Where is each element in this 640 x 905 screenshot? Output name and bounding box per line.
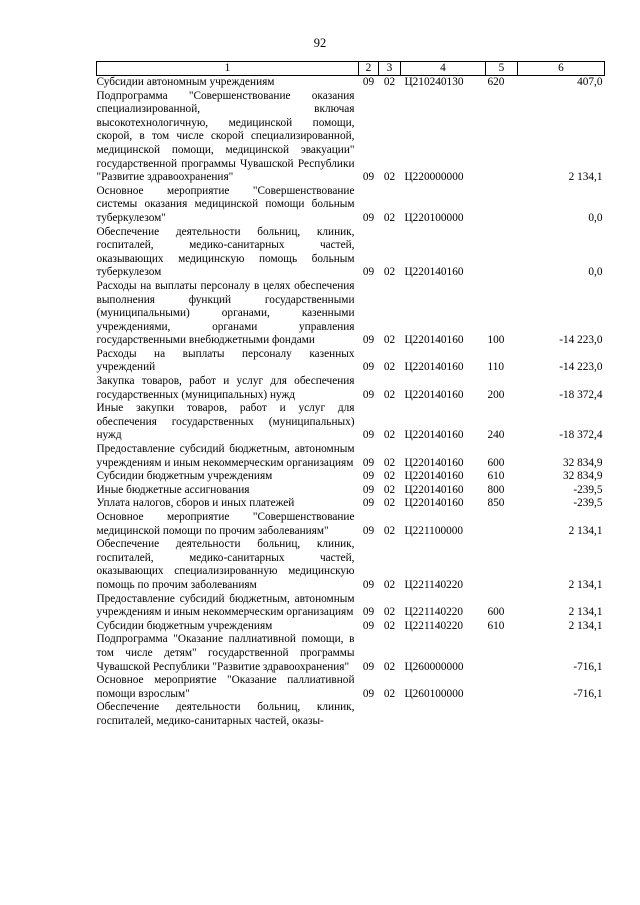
row-vr: 110 [487, 361, 505, 374]
table-row [97, 701, 605, 728]
header-col-1: 1 [97, 62, 359, 76]
row-vr [486, 701, 518, 728]
row-vr: 620 [487, 76, 505, 88]
row-csr: Ц260100000 [404, 687, 464, 700]
row-subsection: 02 [383, 266, 396, 279]
row-name: Предоставление субсидий бюджетным, автономным учреждениям и иным некоммерческим организациям [96, 592, 355, 619]
row-section: 09 [362, 266, 375, 279]
row-subsection: 02 [383, 606, 396, 619]
header-col-5: 5 [486, 62, 518, 76]
row-name: Субсидии бюджетным учреждениям [96, 619, 273, 632]
row-subsection: 02 [383, 687, 396, 700]
row-section: 09 [362, 76, 375, 88]
row-subsection: 02 [383, 211, 396, 224]
row-section: 09 [362, 429, 375, 442]
row-section: 09 [362, 388, 375, 401]
row-csr: Ц220000000 [404, 171, 464, 184]
row-vr [486, 185, 518, 226]
table-row [97, 674, 605, 701]
table-row [97, 497, 605, 511]
row-subsection: 02 [383, 171, 396, 184]
row-amount [518, 701, 605, 728]
row-amount: -18 372,4 [559, 429, 603, 442]
table-row [97, 620, 605, 634]
row-amount: 2 134,1 [568, 171, 603, 184]
row-subsection: 02 [383, 456, 396, 469]
row-subsection: 02 [383, 429, 396, 442]
row-csr [401, 701, 486, 728]
row-name: Расходы на выплаты персоналу казенных учреждений [96, 347, 355, 374]
row-vr: 800 [487, 483, 505, 496]
row-section: 09 [362, 456, 375, 469]
row-csr: Ц220140160 [404, 388, 464, 401]
row-amount: 32 834,9 [562, 470, 603, 483]
row-vr [486, 538, 518, 592]
row-vr: 850 [487, 497, 505, 510]
row-section: 09 [362, 660, 375, 673]
table-row [97, 76, 605, 90]
row-vr [486, 511, 518, 538]
table-body [97, 76, 605, 729]
row-name: Основное мероприятие "Совершенствование медицинской помощи по прочим заболеваниям" [96, 511, 355, 537]
row-vr [486, 226, 518, 280]
table-row [97, 375, 605, 402]
table-row [97, 348, 605, 375]
row-section: 09 [362, 211, 375, 224]
row-name: Иные закупки товаров, работ и услуг для обеспечения государственных (муниципальных) нужд [96, 402, 355, 442]
row-amount: 2 134,1 [568, 578, 603, 591]
table-row [97, 402, 605, 443]
row-name: Предоставление субсидий бюджетным, автономным учреждениям и иным некоммерческим организациям [96, 443, 355, 469]
row-csr: Ц220140160 [404, 361, 464, 374]
row-vr: 100 [487, 334, 505, 347]
row-subsection: 02 [383, 334, 396, 347]
row-name: Подпрограмма "Совершенствование оказания специализированной, включая высокотехнологичную, медицинской помощи, скорой, в том числе скорой специализированной, медицинской помощи, медицинской эвакуации" государственной программы Чувашской Республики "Развитие здравоохранения" [96, 89, 355, 184]
row-subsection: 02 [383, 619, 396, 632]
row-amount: 407,0 [577, 76, 603, 88]
row-name: Закупка товаров, работ и услуг для обеспечения государственных (муниципальных) нужд [96, 375, 355, 401]
row-section: 09 [362, 524, 375, 537]
row-amount: 32 834,9 [562, 456, 603, 469]
table-row [97, 470, 605, 484]
row-amount: 2 134,1 [568, 606, 603, 619]
row-csr: Ц221140220 [404, 619, 464, 632]
row-csr: Ц220140160 [404, 497, 464, 510]
row-amount: 2 134,1 [568, 619, 603, 632]
table-row [97, 443, 605, 470]
row-csr: Ц221100000 [404, 524, 464, 537]
table-row [97, 538, 605, 592]
row-name: Иные бюджетные ассигнования [96, 483, 250, 496]
row-csr: Ц221140220 [404, 578, 464, 591]
row-csr: Ц220140160 [404, 456, 464, 469]
header-col-4: 4 [401, 62, 486, 76]
table-row [97, 511, 605, 538]
row-vr: 600 [487, 456, 505, 469]
table-row [97, 90, 605, 185]
row-subsection: 02 [383, 578, 396, 591]
row-name: Обеспечение деятельности больниц, клиник, госпиталей, медико-санитарных частей, оказы- [96, 701, 355, 727]
row-name: Субсидии бюджетным учреждениям [96, 470, 273, 483]
table-row [97, 593, 605, 620]
row-subsection [379, 701, 401, 728]
row-name: Уплата налогов, сборов и иных платежей [96, 497, 295, 510]
row-amount: -239,5 [573, 483, 603, 496]
table-row [97, 185, 605, 226]
row-vr: 610 [487, 470, 505, 483]
row-name: Основное мероприятие "Совершенствование системы оказания медицинской помощи больным туберкулезом" [96, 184, 355, 224]
row-name: Субсидии автономным учреждениям [96, 76, 275, 88]
row-name: Подпрограмма "Оказание паллиативной помощи, в том числе детям" государственной программы Чувашской Республики "Развитие здравоохранения" [96, 633, 355, 673]
row-section: 09 [362, 334, 375, 347]
row-vr [486, 633, 518, 674]
row-subsection: 02 [383, 76, 396, 88]
row-vr: 200 [487, 388, 505, 401]
row-subsection: 02 [383, 660, 396, 673]
budget-table [96, 61, 605, 729]
row-csr: Ц220140160 [404, 266, 464, 279]
row-amount: 0,0 [588, 211, 603, 224]
table-header [97, 62, 605, 76]
row-amount: -239,5 [573, 497, 603, 510]
row-section: 09 [362, 687, 375, 700]
row-section: 09 [362, 619, 375, 632]
row-amount: -14 223,0 [559, 334, 603, 347]
row-csr: Ц220140160 [404, 483, 464, 496]
row-section: 09 [362, 171, 375, 184]
row-subsection: 02 [383, 388, 396, 401]
row-amount: 2 134,1 [568, 524, 603, 537]
row-subsection: 02 [383, 497, 396, 510]
table-row [97, 484, 605, 498]
row-section: 09 [362, 606, 375, 619]
header-col-3: 3 [379, 62, 401, 76]
row-csr: Ц220100000 [404, 211, 464, 224]
row-section: 09 [362, 483, 375, 496]
row-csr: Ц221140220 [404, 606, 464, 619]
table-row [97, 280, 605, 348]
row-csr: Ц220140160 [404, 334, 464, 347]
row-name: Расходы на выплаты персоналу в целях обеспечения выполнения функций государственными (муниципальными) органами, казенными учреждениями, органами управления государственными внебюджетными фондами [96, 279, 355, 347]
table-row [97, 226, 605, 280]
row-vr [486, 90, 518, 185]
header-col-6: 6 [518, 62, 605, 76]
row-name: Обеспечение деятельности больниц, клиник, госпиталей, медико-санитарных частей, оказывающих специализированную медицинскую помощь по прочим заболеваниям [96, 538, 355, 591]
row-vr: 600 [487, 606, 505, 619]
row-section: 09 [362, 578, 375, 591]
row-csr: Ц210240130 [404, 76, 464, 88]
row-vr [486, 674, 518, 701]
row-subsection: 02 [383, 524, 396, 537]
row-csr: Ц260000000 [404, 660, 464, 673]
row-name: Обеспечение деятельности больниц, клиник, госпиталей, медико-санитарных частей, оказывающих медицинскую помощь больным туберкулезом [96, 225, 355, 279]
row-amount: -14 223,0 [559, 361, 603, 374]
page-number: 92 [313, 36, 327, 50]
row-section: 09 [362, 470, 375, 483]
row-amount: -716,1 [573, 660, 603, 673]
row-amount: 0,0 [588, 266, 603, 279]
row-subsection: 02 [383, 361, 396, 374]
row-amount: -716,1 [573, 687, 603, 700]
row-vr: 610 [487, 619, 505, 632]
row-name: Основное мероприятие "Оказание паллиативной помощи взрослым" [96, 674, 355, 700]
row-vr: 240 [487, 429, 505, 442]
row-amount: -18 372,4 [559, 388, 603, 401]
row-subsection: 02 [383, 483, 396, 496]
row-csr: Ц220140160 [404, 470, 464, 483]
row-section: 09 [362, 497, 375, 510]
row-section: 09 [362, 361, 375, 374]
table-row [97, 633, 605, 674]
row-csr: Ц220140160 [404, 429, 464, 442]
row-section [359, 701, 379, 728]
row-subsection: 02 [383, 470, 396, 483]
header-col-2: 2 [359, 62, 379, 76]
